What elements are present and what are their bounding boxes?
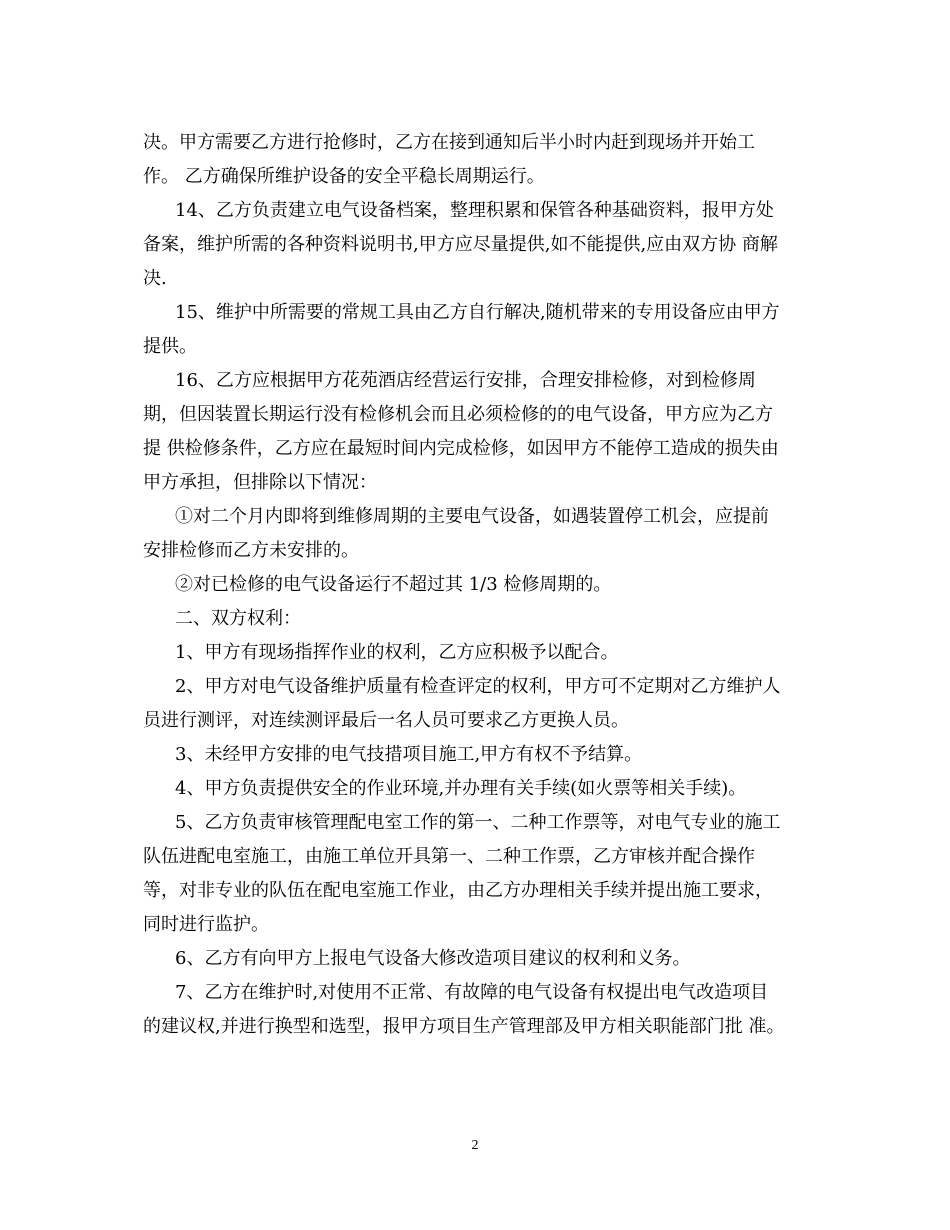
text-line: 决. [143,268,167,289]
text-line: 2、甲方对电气设备维护质量有检查评定的权利，甲方可不定期对乙方维护人 [175,676,781,697]
text-line: 甲方承担，但排除以下情况： [143,472,377,493]
page-number: 2 [471,1138,479,1153]
text-line: 7、乙方在维护时,对使用不正常、有故障的电气设备有权提出电气改造项目 [175,982,769,1003]
document-body [143,129,813,1047]
text-line: 决。甲方需要乙方进行抢修时，乙方在接到通知后半小时内赶到现场并开始工 [143,132,755,153]
text-line: 作。 乙方确保所维护设备的安全平稳长周期运行。 [143,166,545,187]
text-line: 1、甲方有现场指挥作业的权利，乙方应积极予以配合。 [175,642,619,663]
text-line: 4、甲方负责提供安全的作业环境,并办理有关手续(如火票等相关手续)。 [175,778,747,799]
text-line: ①对二个月内即将到维修周期的主要电气设备，如遇装置停工机会，应提前 [175,506,769,527]
text-line: 二、双方权利： [175,608,301,629]
text-line: ②对已检修的电气设备运行不超过其 1/3 检修周期的。 [175,574,612,595]
text-line: 队伍进配电室施工，由施工单位开具第一、二种工作票，乙方审核并配合操作 [143,846,755,867]
text-line: 的建议权,并进行换型和选型，报甲方项目生产管理部及甲方相关职能部门批 准。 [143,1016,785,1037]
text-line: 等，对非专业的队伍在配电室施工作业，由乙方办理相关手续并提出施工要求， [143,880,773,901]
text-line: 14、乙方负责建立电气设备档案，整理积累和保管各种基础资料，报甲方处 [175,200,774,221]
text-line: 5、乙方负责审核管理配电室工作的第一、二种工作票等，对电气专业的施工 [175,812,781,833]
text-line: 员进行测评，对连续测评最后一名人员可要求乙方更换人员。 [143,710,629,731]
text-line: 3、未经甲方安排的电气技措项目施工,甲方有权不予结算。 [175,744,643,765]
text-line: 15、维护中所需要的常规工具由乙方自行解决,随机带来的专用设备应由甲方 [175,302,780,323]
text-line: 期，但因装置长期运行没有检修机会而且必须检修的的电气设备，甲方应为乙方 [143,404,773,425]
text-line: 同时进行监护。 [143,914,269,935]
text-line: 提 供检修条件，乙方应在最短时间内完成检修，如因甲方不能停工造成的损失由 [143,438,779,459]
text-line: 16、乙方应根据甲方花苑酒店经营运行安排，合理安排检修，对到检修周 [175,370,756,391]
text-line: 安排检修而乙方未安排的。 [143,540,359,561]
text-line: 备案，维护所需的各种资料说明书,甲方应尽量提供,如不能提供,应由双方协 商解 [143,234,778,255]
text-line: 提供。 [143,336,197,357]
text-line: 6、乙方有向甲方上报电气设备大修改造项目建议的权利和义务。 [175,948,691,969]
